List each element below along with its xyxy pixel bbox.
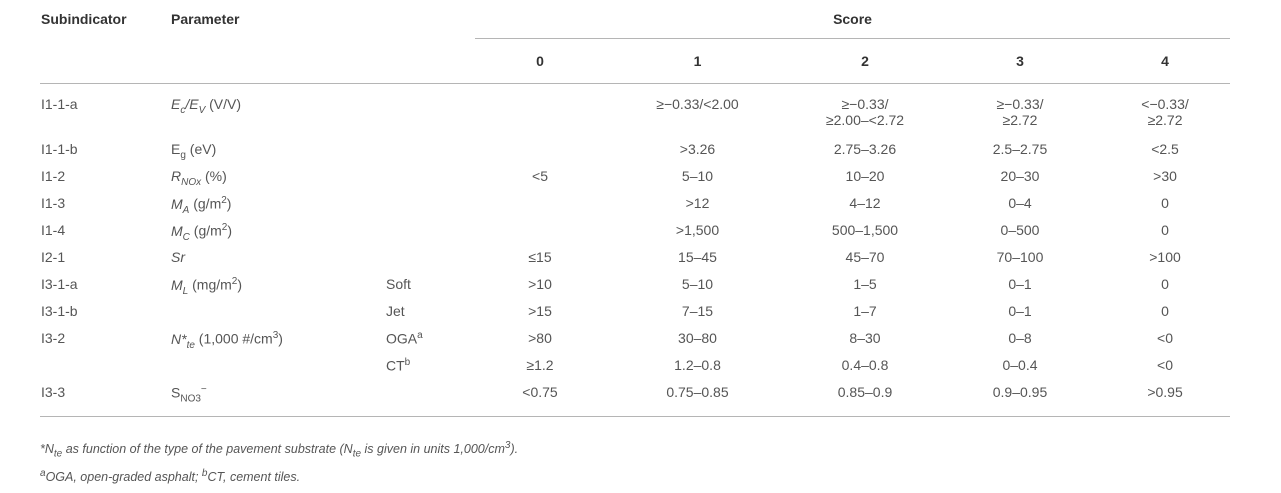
cell-score-3: 2.5–2.75 — [992, 141, 1048, 157]
cell-score-3: 0–500 — [1000, 222, 1040, 238]
cell-subindicator: I1-1-b — [41, 141, 78, 157]
cell-parameter: $E_c/E_V$ (V/V) — [171, 96, 242, 116]
cell-score-1: ≥−0.33/<2.00 — [656, 96, 739, 112]
cell-subindicator: I1-1-a — [41, 96, 78, 112]
cell-score-0: >80 — [528, 330, 552, 346]
cell-score-2: 500–1,500 — [831, 222, 899, 238]
cell-score-2: 2.75–3.26 — [833, 141, 897, 157]
header-score-3: 3 — [1016, 53, 1024, 69]
header-score-1: 1 — [693, 53, 702, 69]
cell-subindicator: I3-3 — [41, 384, 66, 400]
footnote-2: $^a$OGA, open-graded asphalt; $^b$CT, cement tiles. — [40, 467, 301, 484]
cell-score-0: ≥1.2 — [526, 357, 554, 373]
cell-score-0: ≤15 — [528, 249, 552, 265]
cell-score-4: >30 — [1153, 168, 1177, 184]
cell-parameter: $E_g$ (eV) — [171, 141, 217, 161]
cell-subtype: Jet — [386, 303, 405, 319]
cell-score-4: <0 — [1157, 330, 1174, 346]
cell-score-2: ≥−0.33/ ≥2.00–<2.72 — [825, 96, 905, 128]
cell-subtype — [385, 166, 475, 193]
table-row — [40, 355, 1230, 382]
cell-subtype: Soft — [386, 276, 411, 292]
cell-subindicator: I1-2 — [41, 168, 66, 184]
cell-score-3: 0–0.4 — [1002, 357, 1038, 373]
cell-score-1: 7–15 — [681, 303, 714, 319]
cell-subtype — [385, 139, 475, 166]
cell-parameter: $M_C$ $(g/m^2)$ — [171, 222, 233, 243]
header-score-2: 2 — [861, 53, 869, 69]
header-row-1 — [40, 0, 1230, 39]
table-row — [40, 220, 1230, 247]
cell-score-1: >12 — [685, 195, 710, 211]
cell-score-0: >15 — [528, 303, 552, 319]
cell-score-0: <0.75 — [522, 384, 558, 400]
cell-score-0 — [475, 193, 605, 220]
cell-score-4: <0 — [1157, 357, 1174, 373]
cell-subtype: OGA$^a$ — [386, 330, 423, 347]
cell-score-4: 0 — [1161, 222, 1169, 238]
cell-score-4: >100 — [1149, 249, 1181, 265]
cell-score-3: 0–4 — [1008, 195, 1032, 211]
cell-score-2: 1–7 — [853, 303, 877, 319]
cell-score-0 — [475, 139, 605, 166]
header-parameter: Parameter — [171, 11, 240, 28]
cell-score-2: 0.4–0.8 — [841, 357, 889, 373]
table-row — [40, 328, 1230, 355]
cell-score-0: >10 — [528, 276, 552, 292]
cell-score-2: 1–5 — [853, 276, 877, 292]
cell-score-1: >1,500 — [675, 222, 720, 238]
table-row — [40, 193, 1230, 220]
cell-subindicator — [40, 355, 170, 382]
cell-subtype — [385, 84, 475, 140]
cell-subtype — [385, 193, 475, 220]
table-row — [40, 84, 1230, 140]
footnote-1: $*N_{te}$ as function of the type of the pavement substrate ($N_{te}$ is given in units $1,000/cm^3$). — [40, 440, 519, 460]
cell-score-3: 0–1 — [1008, 303, 1032, 319]
cell-score-1: 0.75–0.85 — [666, 384, 729, 400]
score-table — [40, 0, 1230, 417]
cell-score-3: 0–8 — [1008, 330, 1032, 346]
cell-score-2: 10–20 — [845, 168, 885, 184]
cell-parameter: $R_{NOx}$ (%) — [171, 168, 227, 188]
cell-score-1: 5–10 — [681, 276, 714, 292]
cell-subtype: $CT^b$ — [386, 357, 411, 374]
header-score-0: 0 — [536, 53, 544, 69]
cell-score-1: 15–45 — [678, 249, 717, 265]
cell-subindicator: I1-4 — [41, 222, 66, 238]
cell-score-4: <2.5 — [1151, 141, 1179, 157]
cell-score-3: 20–30 — [1000, 168, 1040, 184]
cell-subindicator: I3-1-a — [41, 276, 78, 292]
cell-score-2: 45–70 — [845, 249, 885, 265]
cell-score-4: >0.95 — [1147, 384, 1183, 400]
cell-score-3: 70–100 — [996, 249, 1044, 265]
cell-parameter — [170, 355, 385, 382]
cell-parameter: $N*_{te}$ (1,000 $\#/cm^3$) — [171, 330, 283, 351]
table-row — [40, 247, 1230, 274]
cell-parameter: Sr — [171, 249, 185, 265]
table-row — [40, 301, 1230, 328]
cell-score-3: 0–1 — [1008, 276, 1032, 292]
cell-subtype — [385, 220, 475, 247]
header-score-4: 4 — [1161, 53, 1169, 69]
table-row — [40, 382, 1230, 417]
cell-score-4: <−0.33/ ≥2.72 — [1141, 96, 1189, 128]
cell-score-0 — [475, 84, 605, 140]
cell-score-1: 5–10 — [681, 168, 714, 184]
footnotes — [40, 436, 518, 487]
header-row-2 — [40, 39, 1230, 84]
cell-score-1: >3.26 — [679, 141, 716, 157]
cell-score-2: 8–30 — [849, 330, 881, 346]
cell-parameter: $M_L$ $(mg/m^2)$ — [171, 276, 243, 297]
cell-subtype — [385, 247, 475, 274]
cell-score-1: 30–80 — [678, 330, 717, 346]
cell-score-3: ≥−0.33/ ≥2.72 — [996, 96, 1044, 128]
cell-score-4: 0 — [1161, 276, 1169, 292]
cell-parameter — [170, 301, 385, 328]
cell-score-0 — [475, 220, 605, 247]
table-row — [40, 139, 1230, 166]
header-subindicator: Subindicator — [41, 11, 127, 28]
cell-score-4: 0 — [1161, 195, 1169, 211]
table-body — [40, 84, 1230, 417]
cell-parameter: $S_{NO3}^-$ — [171, 384, 207, 405]
cell-score-3: 0.9–0.95 — [992, 384, 1048, 400]
cell-score-4: 0 — [1161, 303, 1169, 319]
cell-score-2: 0.85–0.9 — [837, 384, 893, 400]
cell-score-2: 4–12 — [849, 195, 881, 211]
table-row — [40, 274, 1230, 301]
header-score: Score — [475, 0, 1230, 39]
cell-score-1: 1.2–0.8 — [674, 357, 721, 373]
cell-subindicator: I3-2 — [41, 330, 66, 346]
cell-subindicator: I3-1-b — [41, 303, 78, 319]
cell-subindicator: I2-1 — [41, 249, 66, 265]
cell-score-0: <5 — [532, 168, 548, 184]
table-row — [40, 166, 1230, 193]
cell-subindicator: I1-3 — [41, 195, 66, 211]
cell-subtype — [385, 382, 475, 417]
cell-parameter: $M_A$ $(g/m^2)$ — [171, 195, 232, 216]
